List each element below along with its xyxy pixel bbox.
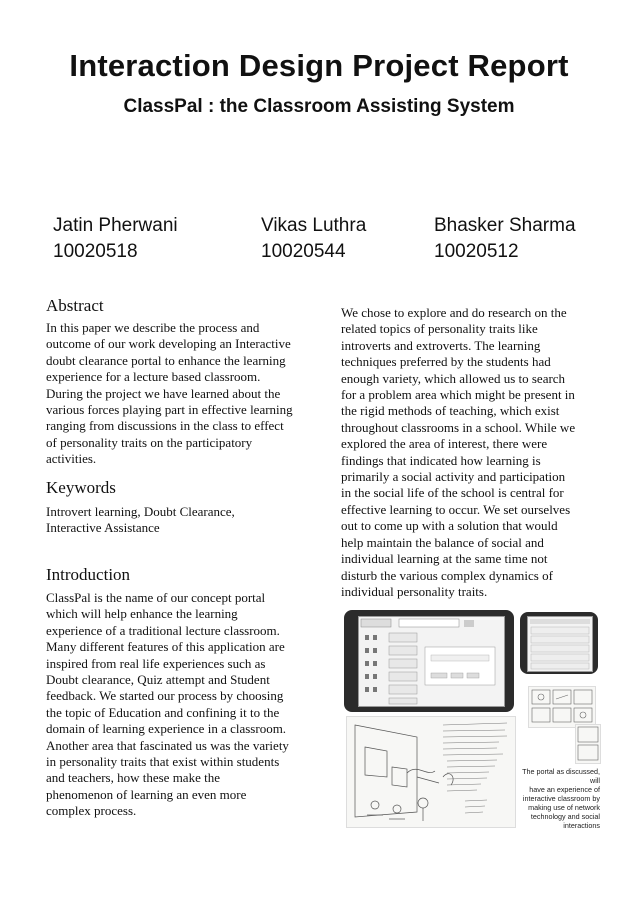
text-line: inspired from real life experiences such as [46,655,266,671]
text-line: In this paper we describe the process and [46,320,260,335]
caption-line: technology and social [530,812,600,821]
text-line: Doubt clearance, Quiz attempt and Student [46,672,270,688]
storyboard-sketch-image [528,686,596,728]
text-line: findings that indicated how learning is [341,452,541,468]
tablet-screen-image [358,616,505,707]
author-id: 10020544 [261,241,346,262]
right-column-text [341,305,611,600]
report-title: Interaction Design Project Report [69,48,569,83]
text-line: for a problem area which might be present in [341,387,575,403]
text-line: in personality traits that exist within students [46,754,280,770]
text-line: disturb the various complex dynamics of [341,567,553,583]
text-line: techniques preferred by the students had [341,354,551,370]
tablet-screen-image [527,616,593,672]
text-line: doubt clearance portal to enhance the learning [46,352,286,368]
text-line: individual learning at the same time not [341,551,548,567]
author-block [261,213,366,265]
author-name: Jatin Pherwani [53,215,178,236]
text-line: of personality traits on the participatory [46,434,253,450]
author-name: Vikas Luthra [261,215,367,236]
classroom-hand-sketch-image [346,716,516,828]
author-name: Bhasker Sharma [434,215,576,236]
text-line: in the social life of the school is central for [341,485,564,501]
tablet-mockup-image [344,610,514,712]
text-line: feedback. We started our process by choosing [46,688,284,704]
text-line: ranging from discussions in the class to effect [46,418,284,434]
abstract-heading: Abstract [46,296,104,315]
author-block [53,213,178,265]
author-id: 10020512 [434,241,519,262]
caption-line: The portal as discussed, will [522,767,600,785]
text-line: phenomenon of learning an even more [46,786,247,802]
author-id: 10020518 [53,241,138,262]
introduction-text [46,590,336,820]
text-line: help maintain the balance of social and [341,534,544,550]
text-line: During the project we have learned about the [46,385,281,401]
text-line: experience of a traditional lecture classroom. [46,622,280,638]
text-line: explored the area of interest, there were [341,436,548,452]
text-line: individual personality traits. [341,583,488,599]
text-line: and teachers, how these make the [46,770,220,786]
text-line: enough variety, which allowed us to search [341,370,566,386]
text-line: Interactive Assistance [46,520,160,536]
text-line: experience for a lecture based classroom. [46,369,261,385]
caption-line: interactive classroom by [522,794,600,803]
figure-caption [512,767,600,830]
portal-ui-sketch-image [359,617,504,706]
text-line: the topic of Education and confining it to the [46,704,280,720]
quiz-list-sketch-image [528,617,592,671]
text-line: effective learning to occur. We set ourselves [341,501,571,517]
text-line: Many different features of this application are [46,639,285,655]
text-line: We chose to explore and do research on the [341,305,567,320]
introduction-heading: Introduction [46,565,131,584]
text-line: out to come up with a solution that would [341,518,558,534]
report-subtitle: ClassPal : the Classroom Assisting System [123,96,515,117]
text-line: complex process. [46,803,137,819]
text-line: outcome of our work developing an Interactive [46,336,291,352]
text-line: ClassPal is the name of our concept portal [46,590,266,605]
text-line: which will help enhance the learning [46,606,238,622]
caption-line: have an experience of [529,785,600,794]
text-line: introverts and extroverts. The learning [341,337,541,353]
text-line: Introvert learning, Doubt Clearance, [46,504,235,519]
text-line: domain of learning experience in a classroom. [46,721,287,737]
text-line: the rigid methods of teaching, which exist [341,403,560,419]
text-line: Another area that fascinated us was the variety [46,737,289,753]
text-line: related topics of personality traits like [341,321,538,337]
storyboard-sketch-image [575,724,601,764]
text-line: primarily a social activity and participation [341,469,566,485]
keywords-heading: Keywords [46,478,116,497]
text-line: various forces playing part in effective learning [46,402,293,418]
tablet-mockup-image [520,612,598,674]
text-line: throughout classrooms in a school. While we [341,419,576,435]
keywords-text [46,504,336,537]
text-line: activities. [46,451,97,467]
author-block [434,213,576,265]
caption-line: interactions [563,821,600,830]
caption-line: making use of network [528,803,600,812]
abstract-text [46,320,336,468]
